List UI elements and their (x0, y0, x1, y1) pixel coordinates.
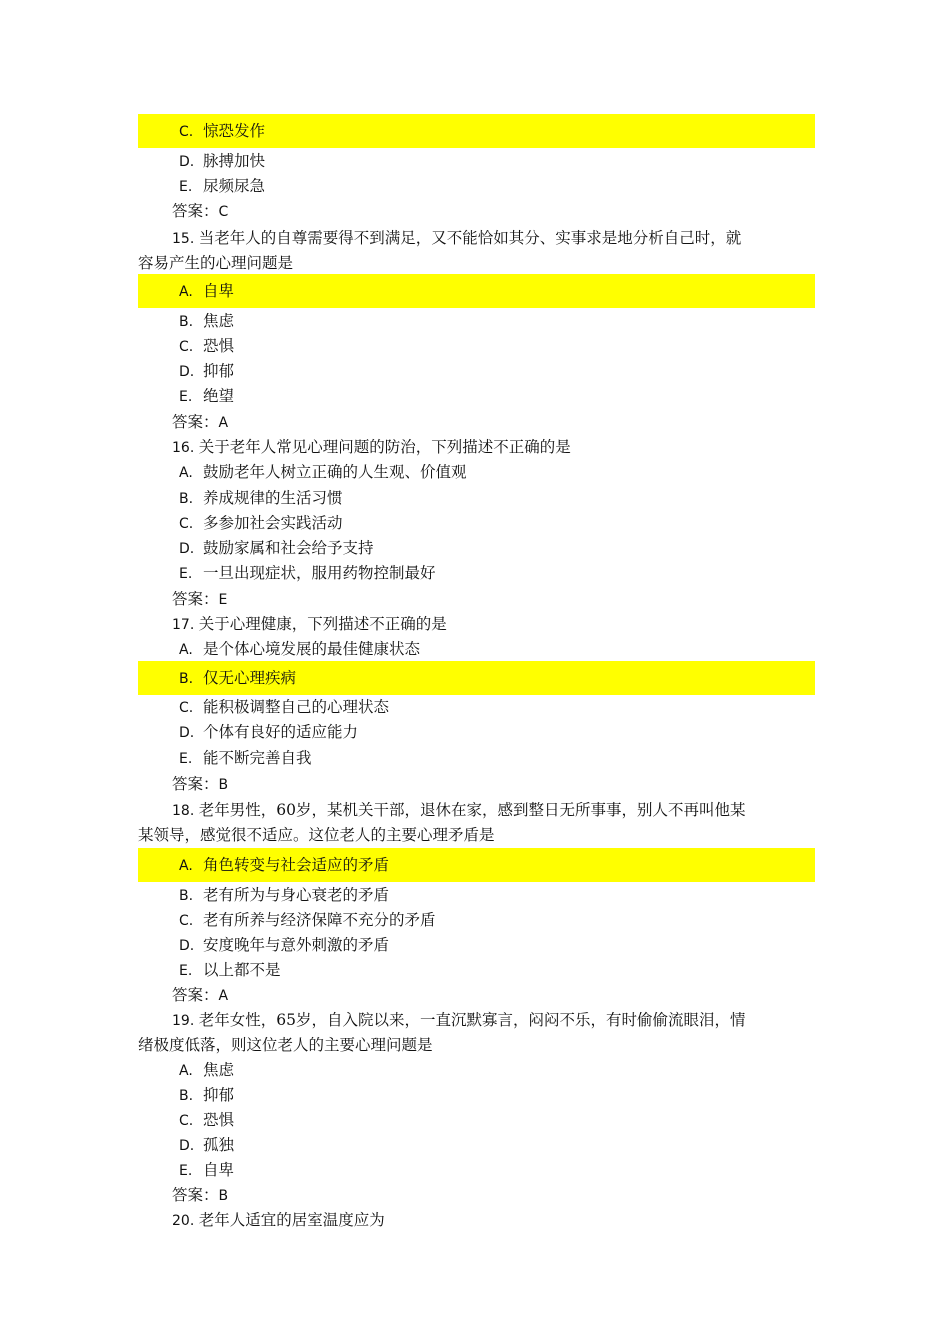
option-c: C. 老有所养与经济保障不充分的矛盾 (179, 911, 436, 929)
option-e: E. 能不断完善自我 (179, 749, 312, 767)
option-a: A. 是个体心境发展的最佳健康状态 (179, 640, 421, 658)
option-c: C. 多参加社会实践活动 (179, 514, 343, 532)
option-c: C. 恐惧 (179, 337, 235, 355)
answer-line: 答案：C (172, 202, 229, 220)
question-15-line-1: 15. 当老年人的自尊需要得不到满足，又不能恰如其分、实事求是地分析自己时，就 (172, 229, 742, 247)
option-c-highlighted: C. 惊恐发作 (138, 114, 815, 148)
question-19-line-2: 绪极度低落，则这位老人的主要心理问题是 (138, 1036, 433, 1054)
option-e: E. 尿频尿急 (179, 177, 266, 195)
option-a-highlighted: A. 自卑 (138, 274, 815, 308)
answer-line: 答案：A (172, 986, 229, 1004)
question-18-line-1: 18. 老年男性，60岁，某机关干部，退休在家，感到整日无所事事，别人不再叫他某 (172, 801, 746, 819)
option-d: D. 孤独 (179, 1136, 235, 1154)
answer-line: 答案：A (172, 413, 229, 431)
option-b: B. 老有所为与身心衰老的矛盾 (179, 886, 390, 904)
answer-line: 答案：B (172, 1186, 229, 1204)
question-16: 16. 关于老年人常见心理问题的防治，下列描述不正确的是 (172, 438, 571, 456)
question-18-line-2: 某领导，感觉很不适应。这位老人的主要心理矛盾是 (138, 826, 495, 844)
question-17: 17. 关于心理健康，下列描述不正确的是 (172, 615, 447, 633)
option-b: B. 焦虑 (179, 312, 235, 330)
answer-line: 答案：E (172, 590, 228, 608)
question-19-line-1: 19. 老年女性，65岁，自入院以来，一直沉默寡言，闷闷不乐，有时偷偷流眼泪，情 (172, 1011, 746, 1029)
option-b-highlighted: B. 仅无心理疾病 (138, 661, 815, 695)
option-e: E. 绝望 (179, 387, 235, 405)
option-d: D. 鼓励家属和社会给予支持 (179, 539, 374, 557)
option-e: E. 一旦出现症状，服用药物控制最好 (179, 564, 436, 582)
option-a: A. 焦虑 (179, 1061, 235, 1079)
option-d: D. 安度晚年与意外刺激的矛盾 (179, 936, 390, 954)
option-a-highlighted: A. 角色转变与社会适应的矛盾 (138, 848, 815, 882)
answer-line: 答案：B (172, 775, 229, 793)
option-e: E. 以上都不是 (179, 961, 281, 979)
option-a: A. 鼓励老年人树立正确的人生观、价值观 (179, 463, 467, 481)
option-c: C. 恐惧 (179, 1111, 235, 1129)
option-e: E. 自卑 (179, 1161, 235, 1179)
option-b: B. 抑郁 (179, 1086, 235, 1104)
option-d: D. 抑郁 (179, 362, 235, 380)
option-d: D. 个体有良好的适应能力 (179, 723, 359, 741)
option-c: C. 能积极调整自己的心理状态 (179, 698, 390, 716)
option-b: B. 养成规律的生活习惯 (179, 489, 343, 507)
option-d: D. 脉搏加快 (179, 152, 266, 170)
question-15-line-2: 容易产生的心理问题是 (138, 254, 294, 272)
question-20: 20. 老年人适宜的居室温度应为 (172, 1211, 385, 1229)
